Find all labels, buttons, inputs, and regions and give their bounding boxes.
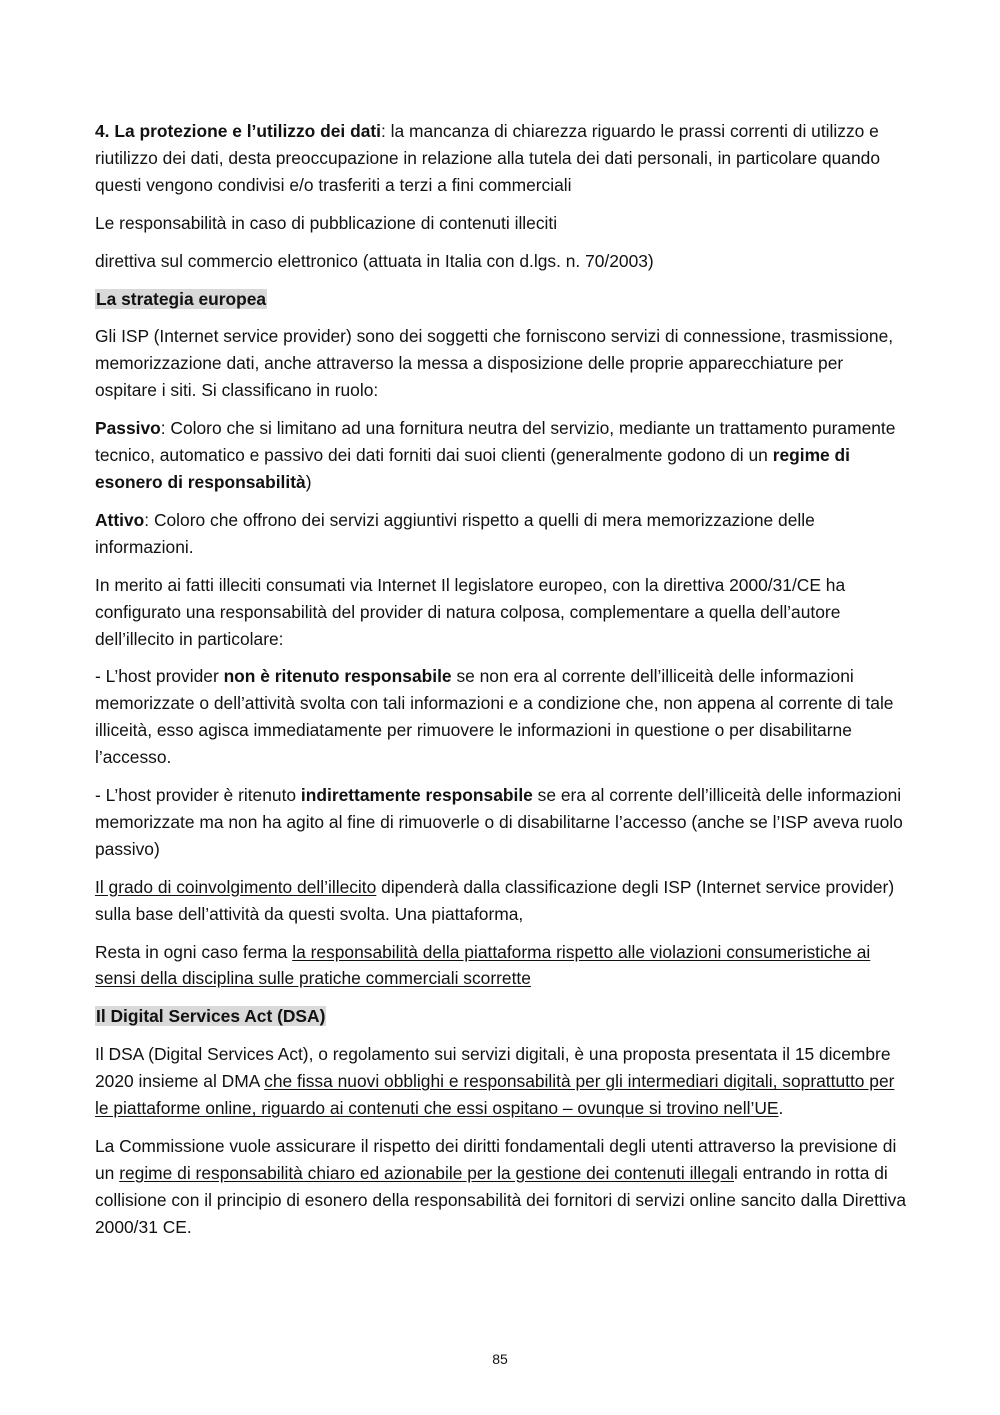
highlighted-heading: La strategia europea <box>96 288 267 309</box>
paragraph-text-end: se non era al corrente dell’illiceità delle informazioni memorizzate o dell’attività svolta con tali informazioni e a condizione che, non appena al corrente di tale illiceità, esso agisca immediatamente per rimuovere le informazioni in questione o per disabilitarne l’accesso. <box>95 666 894 768</box>
underlined-text: che fissa nuovi obblighi e responsabilità per gli intermediari digitali, soprattutto per le piattaforme online, riguardo ai contenuti che essi ospitano – ovunque si trovino nell’UE <box>95 1071 895 1119</box>
paragraph-isp-definition: Gli ISP (Internet service provider) sono dei soggetti che forniscono servizi di connessione, trasmissione, memorizzazione dati, anche attraverso la messa a disposizione delle proprie apparecchiature per ospitare i siti. Si classificano in ruolo: <box>95 326 894 401</box>
paragraph-directive-2000-31: In merito ai fatti illeciti consumati via Internet Il legislatore europeo, con la direttiva 2000/31/CE ha configurato una responsabilità del provider di natura colposa, complementare a quella dell’autore dell’illecito in particolare: <box>95 574 846 649</box>
highlighted-heading: Il Digital Services Act (DSA) <box>96 1006 326 1027</box>
paragraph-text: - L’host provider <box>95 666 224 687</box>
paragraph-text-end: i entrando in rotta di collisione con il principio di esonero della responsabilità dei fornitori di servizi online sancito dalla Direttiva 2000/31 CE. <box>95 1162 907 1237</box>
paragraph-ecommerce-directive: direttiva sul commercio elettronico (attuata in Italia con d.lgs. n. 70/2003) <box>95 250 654 271</box>
bold-label: 4. La protezione e l’utilizzo dei dati <box>95 121 382 141</box>
page-number: 85 <box>492 1351 508 1367</box>
underlined-text: Il grado di coinvolgimento dell’illecito <box>95 876 377 897</box>
bold-label: Passivo <box>95 418 161 439</box>
paragraph-platform-responsibility <box>95 939 907 993</box>
paragraph-text: : Coloro che offrono dei servizi aggiuntivi rispetto a quelli di mera memorizzazione delle informazioni. <box>95 509 815 557</box>
underlined-text: regime di responsabilità chiaro ed azionabile per la gestione dei contenuti illegal <box>119 1162 735 1183</box>
bold-text: regime di esonero di responsabilità <box>95 445 851 492</box>
paragraph-responsibility: Le responsabilità in caso di pubblicazione di contenuti illeciti <box>95 212 558 233</box>
bold-label: Attivo <box>95 509 145 530</box>
paragraph-text-end: dipenderà dalla classificazione degli ISP (Internet service provider) sulla base dell’attività da questi svolta. Una piattaforma, <box>95 876 895 924</box>
bold-text: indirettamente responsabile <box>300 785 533 806</box>
paragraph-passive-role <box>95 415 907 496</box>
underlined-text: la responsabilità della piattaforma rispetto alle violazioni consumeristiche ai sensi della disciplina sulle pratiche commerciali scorrette <box>95 941 871 989</box>
paragraph-text-end: . <box>778 1098 784 1119</box>
paragraph-host-indirectly-responsible <box>95 782 907 863</box>
paragraph-text: La Commissione vuole assicurare il rispetto dei diritti fondamentali degli utenti attraverso la previsione di un <box>95 1136 897 1183</box>
paragraph-involvement-degree <box>95 874 907 928</box>
paragraph-active-role <box>95 507 907 561</box>
paragraph-text: : la mancanza di chiarezza riguardo le prassi correnti di utilizzo e riutilizzo dei dati, desta preoccupazione in relazione alla tutela dei dati personali, in particolare quando questi vengono condivisi e/o trasferiti a terzi a fini commerciali <box>95 121 880 195</box>
paragraph-commission-goal <box>95 1133 907 1241</box>
section-heading-european-strategy <box>95 286 907 313</box>
paragraph-text: Resta in ogni caso ferma <box>95 941 293 962</box>
paragraph-text: Il DSA (Digital Services Act), o regolamento sui servizi digitali, è una proposta presentata il 15 dicembre 2020 insieme al DMA <box>95 1044 891 1092</box>
bold-text: non è ritenuto responsabile <box>223 666 452 687</box>
paragraph-host-not-responsible <box>95 663 907 771</box>
paragraph-text: : Coloro che si limitano ad una fornitura neutra del servizio, mediante un trattamento puramente tecnico, automatico e passivo dei dati forniti dai suoi clienti (generalmente godono di un <box>95 418 896 466</box>
paragraph-data-protection <box>95 118 907 199</box>
paragraph-text-end: ) <box>305 471 312 492</box>
section-heading-dsa <box>95 1003 907 1030</box>
paragraph-dsa-definition <box>95 1041 907 1122</box>
paragraph-text: - L’host provider è ritenuto <box>95 785 301 806</box>
document-body <box>95 118 907 1252</box>
paragraph-text-end: se era al corrente dell’illiceità delle informazioni memorizzate ma non ha agito al fine di rimuoverle o di disabilitarne l’accesso (anche se l’ISP aveva ruolo passivo) <box>95 785 903 859</box>
